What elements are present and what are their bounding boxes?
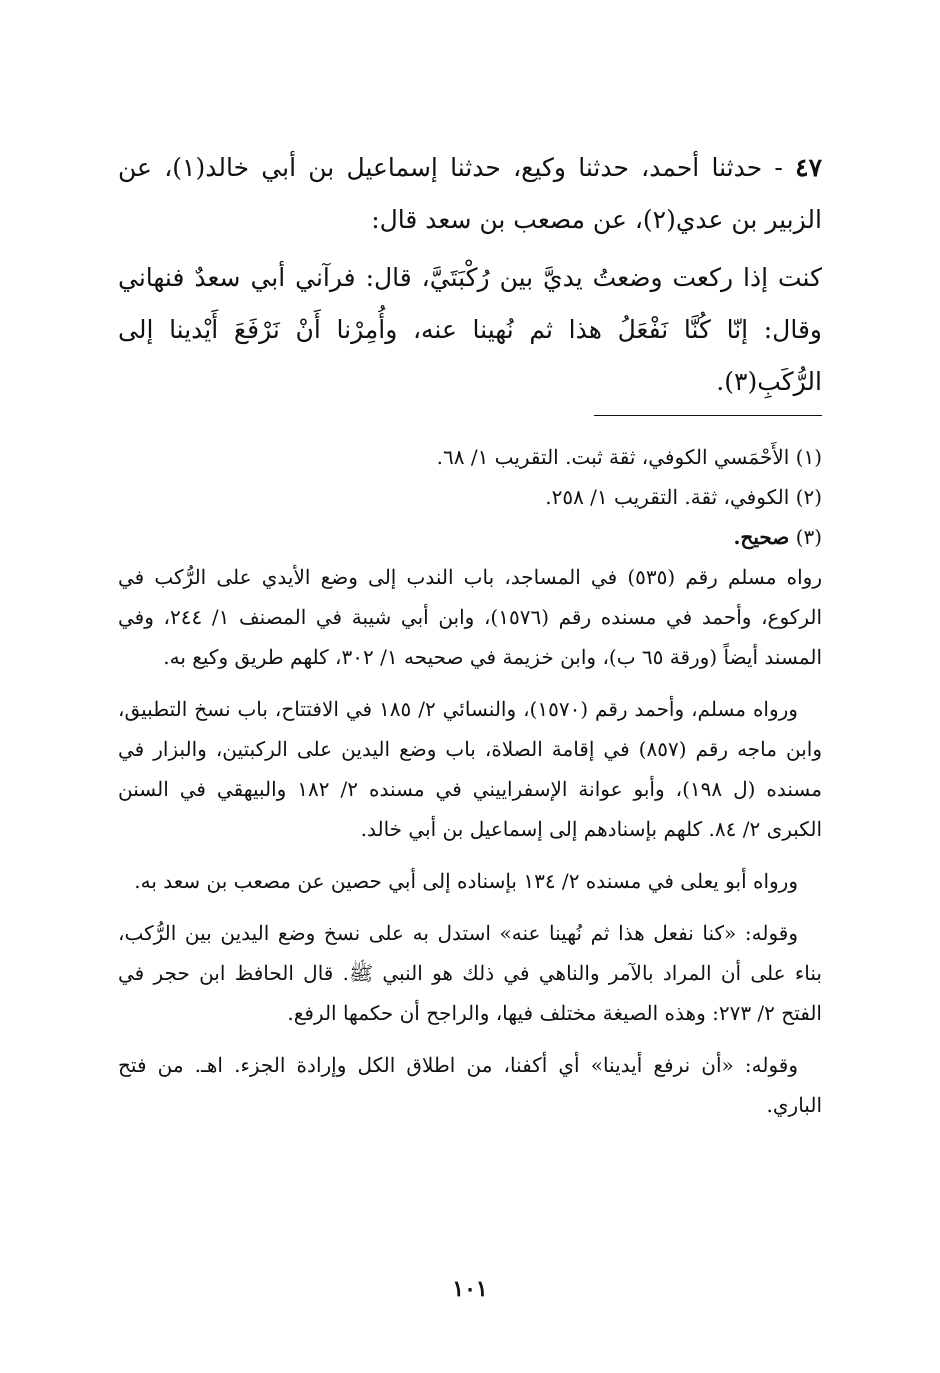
hadith-number: ٤٧ [795, 153, 823, 182]
footnotes [118, 437, 822, 1137]
hadith-text [118, 142, 822, 414]
page-number: ١٠١ [452, 1276, 488, 1302]
hadith-isnad: - حدثنا أحمد، حدثنا وكيع، حدثنا إسماعيل بن أبي خالد(١)، عن الزبير بن عدي(٢)، عن مصعب بن سعد قال: [118, 153, 822, 234]
hadith-isnad-paragraph [118, 142, 822, 246]
footnote-paragraph: ورواه مسلم، وأحمد رقم (١٥٧٠)، والنسائي ٢/ ١٨٥ في الافتتاح، باب نسخ التطبيق، وابن ماجه رقم (٨٥٧) في إقامة الصلاة، باب وضع اليدين على الركبتين، والبزار في مسنده (ل ١٩٨)، وأبو عوانة الإسفراييني في مسنده ٢/ ١٨٢ والبيهقي في السنن الكبرى ٢/ ٨٤. كلهم بإسنادهم إلى إسماعيل بن أبي خالد. [118, 697, 822, 841]
footnote-3-label: (٣) [795, 525, 822, 549]
footnote-2: (٢) الكوفي، ثقة. التقريب ١/ ٢٥٨. [545, 485, 822, 509]
footnote-paragraph: وقوله: «أن نرفع أيدينا» أي أكفنا، من اطلاق الكل وإرادة الجزء. اهـ. من فتح الباري. [118, 1053, 822, 1117]
footnote-paragraph: رواه مسلم رقم (٥٣٥) في المساجد، باب الندب إلى وضع الأيدي على الرُّكب في الركوع، وأحمد في مسنده رقم (١٥٧٦)، وابن أبي شيبة في المصنف ١/ ٢٤٤، وفي المسند أيضاً (ورقة ٦٥ ب)، وابن خزيمة في صحيحه ١/ ٣٠٢، كلهم طريق وكيع به. [118, 565, 823, 669]
footnote-paragraph: ورواه أبو يعلى في مسنده ٢/ ١٣٤ بإسناده إلى أبي حصين عن مصعب بن سعد به. [134, 869, 798, 893]
footnote-3-grade: صحيح. [733, 525, 790, 549]
book-page [118, 0, 822, 1373]
footnote-separator [594, 415, 822, 416]
footnote-1: (١) الأَحْمَسي الكوفي، ثقة ثبت. التقريب ١/ ٦٨. [436, 445, 822, 469]
footnote-paragraph: وقوله: «كنا نفعل هذا ثم نُهينا عنه» استدل به على نسخ وضع اليدين بين الرُّكب، بناء على أن المراد بالآمر والناهي في ذلك هو النبي ﷺ. قال الحافظ ابن حجر في الفتح ٢/ ٢٧٣: وهذه الصيغة مختلف فيها، والراجح أن حكمها الرفع. [118, 921, 822, 1025]
footnote-3 [118, 517, 822, 557]
hadith-matn: كنت إذا ركعت وضعتُ يديَّ بين رُكْبَتَيَّ، قال: فرآني أبي سعدٌ فنهاني وقال: إنّا كُنَّا نَفْعَلُ هذا ثم نُهينا عنه، وأُمِرْنا أَنْ نَرْفَعَ أَيْدينا إلى الرُّكَبِ(٣). [118, 263, 822, 396]
